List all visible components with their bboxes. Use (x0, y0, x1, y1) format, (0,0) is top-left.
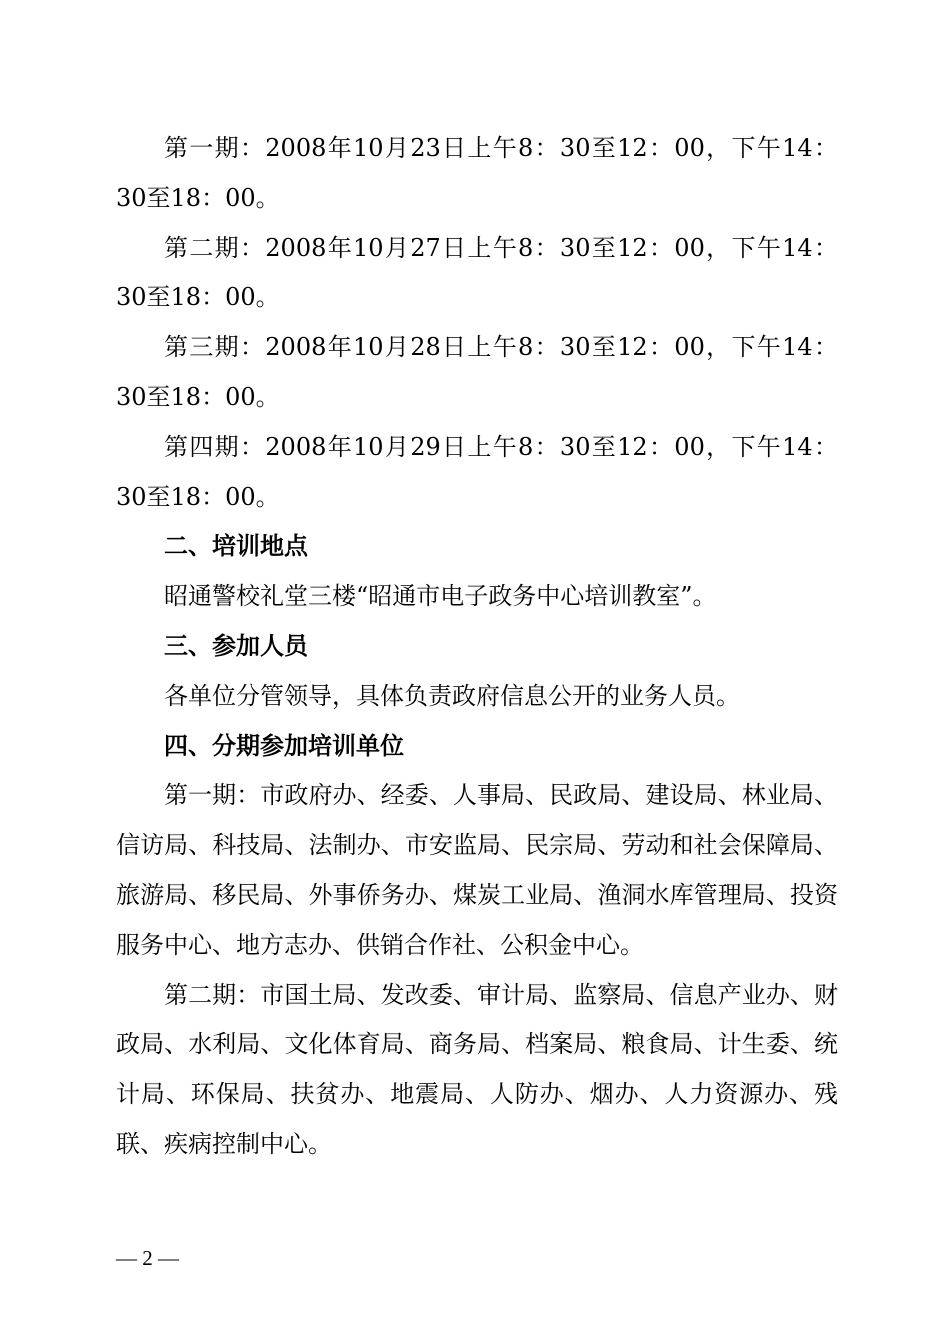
participants-text: 各单位分管领导，具体负责政府信息公开的业务人员。 (164, 681, 740, 710)
units-heading: 四、分期参加培训单位 (164, 731, 404, 760)
page-number: — 2 — (116, 1246, 179, 1270)
document-body (116, 124, 838, 1170)
units-batch-2: 第二期：市国土局、发改委、审计局、监察局、信息产业办、财政局、水利局、文化体育局、商务局、档案局、粮食局、计生委、统计局、环保局、扶贫办、地震局、人防办、烟办、人力资源办、残联、疾病控制中心。 (116, 980, 838, 1158)
schedule-batch-2: 第二期：2008年10月27日上午8：30至12：00，下午14：30至18：00。 (116, 233, 838, 312)
location-heading: 二、培训地点 (164, 532, 308, 561)
schedule-batch-4: 第四期：2008年10月29日上午8：30至12：00，下午14：30至18：00。 (116, 432, 838, 511)
schedule-batch-3: 第三期：2008年10月28日上午8：30至12：00，下午14：30至18：00。 (116, 333, 838, 411)
participants-heading: 三、参加人员 (164, 631, 308, 660)
units-batch-1: 第一期：市政府办、经委、人事局、民政局、建设局、林业局、信访局、科技局、法制办、市安监局、民宗局、劳动和社会保障局、旅游局、移民局、外事侨务办、煤炭工业局、渔洞水库管理局、投资服务中心、地方志办、供销合作社、公积金中心。 (116, 781, 838, 959)
schedule-batch-1: 第一期：2008年10月23日上午8：30至12：00，下午14：30至18：00。 (116, 134, 838, 212)
location-text: 昭通警校礼堂三楼“昭通市电子政务中心培训教室”。 (164, 582, 717, 611)
